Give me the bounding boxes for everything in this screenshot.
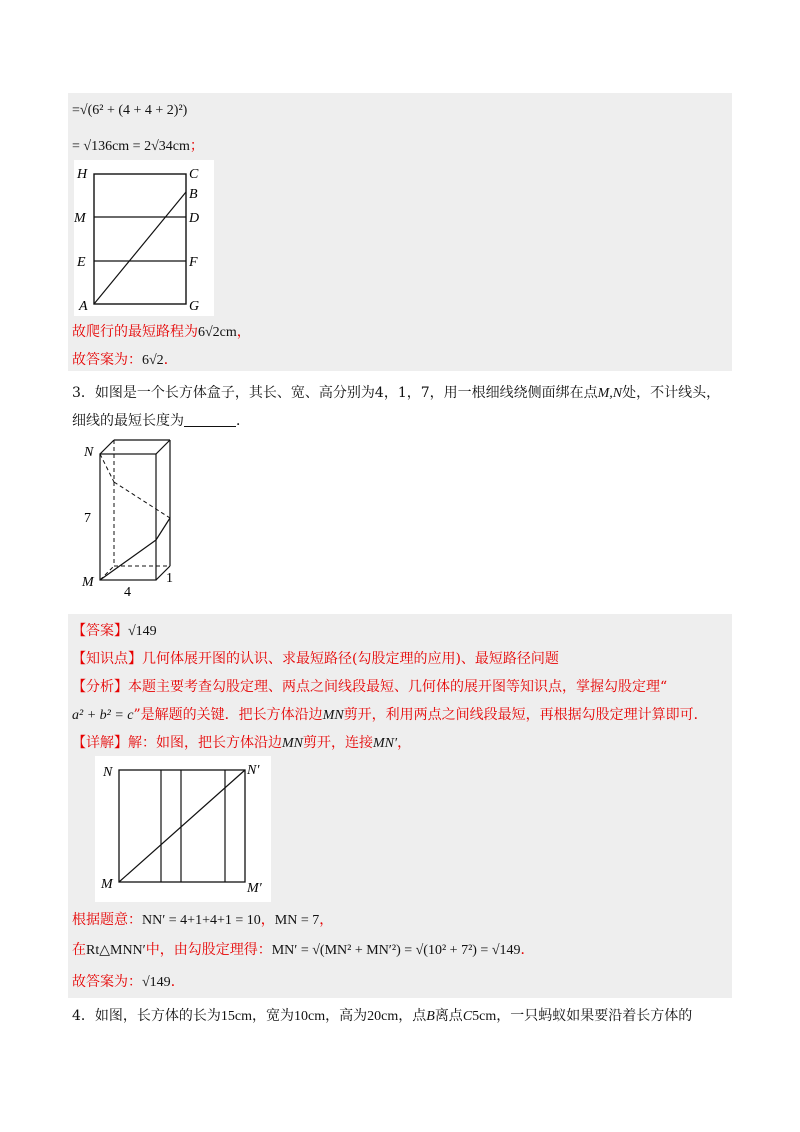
width-label: 1 <box>166 571 173 586</box>
calc-row-1: 根据题意：NN′ = 4+1+4+1 = 10，MN = 7， <box>72 912 334 928</box>
length-label: 4 <box>124 585 131 600</box>
label-H: H <box>77 167 88 182</box>
detail-row: 【详解】解：如图，把长方体沿边MN剪开，连接MN′， <box>72 735 412 751</box>
question-3-stem: 3．如图是一个长方体盒子，其长、宽、高分别为4，1，7，用一根细线绕侧面绑在点M,N处，不计线头， <box>72 385 721 401</box>
question-4-stem: 4．如图，长方体的长为15cm，宽为10cm，高为20cm，点B离点C5cm，一只蚂蚁如果要沿着长方体的 <box>72 1008 693 1024</box>
label-A: A <box>79 299 88 314</box>
label-C: C <box>189 167 199 182</box>
analysis-row-2: a² + b² = c”是解题的关键．把长方体沿边MN剪开，利用两点之间线段最短，再根据勾股定理计算即可． <box>72 707 708 723</box>
label-F: F <box>189 255 198 270</box>
label-N: N <box>84 445 94 460</box>
height-label: 7 <box>84 511 91 526</box>
formula-line-1: =√(6² + (4 + 4 + 2)²) <box>72 103 188 118</box>
label-E: E <box>77 255 86 270</box>
unfold-figure-3 <box>95 756 271 902</box>
label-N-prime: N′ <box>247 763 260 778</box>
box-figure-3 <box>80 434 190 600</box>
label-N: N <box>103 765 113 780</box>
label-B: B <box>189 187 198 202</box>
label-M: M <box>101 877 113 892</box>
label-M: M <box>74 211 86 226</box>
conclusion-line: 故爬行的最短路程为6√2cm， <box>72 324 251 340</box>
analysis-row-1: 【分析】本题主要考查勾股定理、两点之间线段最短、几何体的展开图等知识点，掌握勾股定理“ <box>72 679 668 695</box>
label-M-prime: M′ <box>247 881 262 896</box>
label-G: G <box>189 299 200 314</box>
answer-line: 故答案为：6√2． <box>72 352 178 368</box>
formula-line-2: = √136cm = 2√34cm； <box>72 138 204 154</box>
knowledge-row: 【知识点】几何体展开图的认识、求最短路径(勾股定理的应用)、最短路径问题 <box>72 651 559 667</box>
question-3-stem-2: 细线的最短长度为 ． <box>72 413 250 429</box>
calc-row-2: 在Rt△MNN′中，由勾股定理得：MN′ = √(MN² + MN′²) = √(10² + 7²) = √149． <box>72 942 535 958</box>
answer-row: 【答案】√149 <box>72 623 157 639</box>
label-M: M <box>82 575 94 590</box>
label-D: D <box>189 211 200 226</box>
final-answer-row: 故答案为：√149． <box>72 974 185 990</box>
answer-blank <box>184 412 236 427</box>
unfold-figure-2 <box>74 160 214 316</box>
